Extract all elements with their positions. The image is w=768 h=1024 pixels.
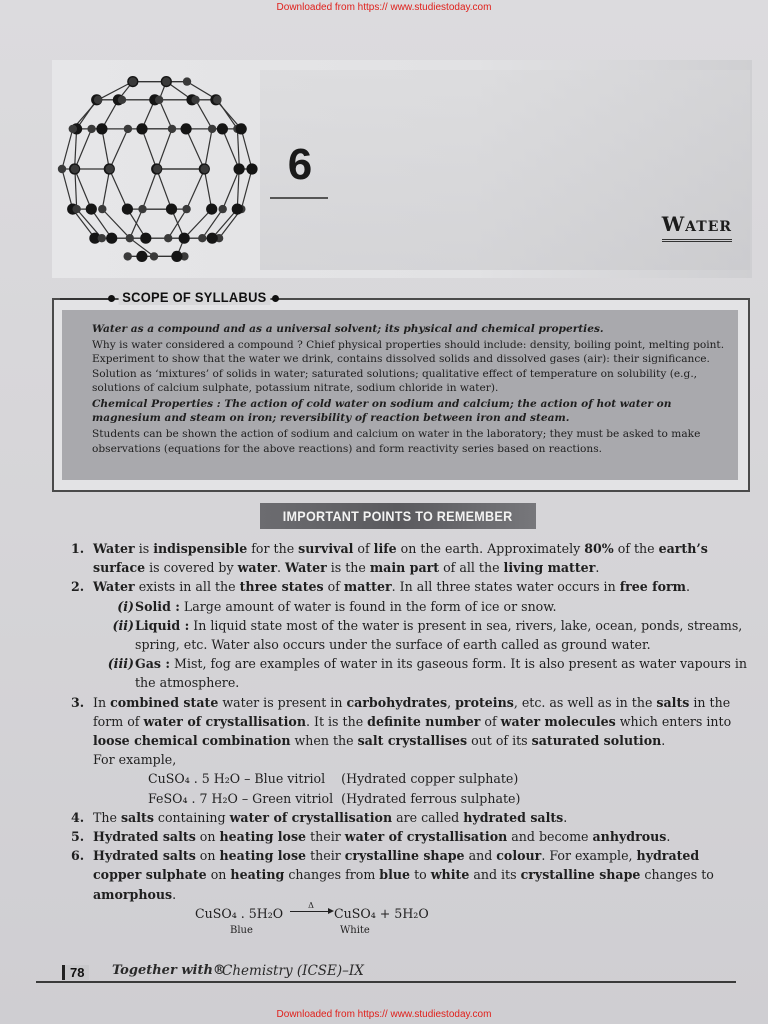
text-bold: 80% xyxy=(584,541,614,556)
page-footer xyxy=(36,962,748,984)
molecule-atom xyxy=(86,204,97,215)
molecule-atom xyxy=(124,125,132,133)
text: and its xyxy=(469,867,521,883)
important-points-title: IMPORTANT POINTS TO REMEMBER xyxy=(283,508,513,524)
molecule-bond xyxy=(187,169,205,209)
text-bold: heating lose xyxy=(219,829,307,845)
molecule-bond xyxy=(241,169,252,209)
equation-products: CuSO₄ + 5H₂O xyxy=(334,905,429,921)
text: exists in all the xyxy=(134,579,240,595)
sub-point-number: (iii) xyxy=(107,656,134,672)
chapter-number: 6 xyxy=(287,140,313,189)
text-bold: life xyxy=(373,541,397,556)
molecule-atom xyxy=(87,125,95,133)
example-line xyxy=(68,789,748,808)
chemical-equation xyxy=(68,900,748,942)
text: Mist, fog are examples of water in its gaseous form. It is also present as water vapours in the atmosphere. xyxy=(135,656,747,691)
text-bold: water of crystallisation xyxy=(143,713,306,729)
molecule-atom xyxy=(234,163,245,174)
chemical-formula: FeSO₄ . 7 H₂O – Green vitriol xyxy=(148,790,334,806)
text-bold: heating xyxy=(230,867,285,883)
molecule-bond xyxy=(102,169,109,209)
text: . xyxy=(685,579,690,595)
molecule-atom xyxy=(136,251,147,262)
molecule-bond xyxy=(237,169,239,209)
sub-point-number: (i) xyxy=(117,598,134,614)
molecule-bond xyxy=(75,129,92,169)
text-bold: Gas : xyxy=(135,656,171,672)
page-number: 78 xyxy=(62,965,89,980)
text: their xyxy=(306,829,345,845)
syllabus-paragraph: Students can be shown the action of sodium and calcium on water in the laboratory; they must be asked to make observations (equations for the above reactions) and form reactivity series based on reactions. xyxy=(92,428,701,455)
molecule-atom xyxy=(94,96,102,104)
reactant-colour-caption: Blue xyxy=(230,924,253,936)
text: Large amount of water is found in the form of ice or snow. xyxy=(179,598,557,614)
text: on xyxy=(195,829,220,845)
text-bold: survival xyxy=(298,541,354,556)
molecule-atom xyxy=(198,234,206,242)
text: which enters into xyxy=(615,713,732,729)
molecule-bond xyxy=(186,129,204,169)
text: is xyxy=(134,541,154,556)
text-bold: loose chemical combination xyxy=(93,733,291,749)
text-bold: water of crystallisation xyxy=(344,829,508,845)
molecule-bond xyxy=(241,129,252,169)
molecule-atom xyxy=(136,123,147,134)
heat-symbol: Δ xyxy=(308,900,314,910)
text: is the xyxy=(326,560,370,576)
text-bold: three states xyxy=(239,579,324,595)
point-number: 6. xyxy=(71,848,85,864)
syllabus-text xyxy=(92,322,742,458)
text-bold: Liquid : xyxy=(135,617,190,633)
text-bold: water xyxy=(237,560,278,576)
text: The xyxy=(93,809,121,825)
book-subject: Chemistry (ICSE)–IX xyxy=(222,963,364,979)
chemical-formula: CuSO₄ . 5 H₂O – Blue vitriol xyxy=(148,771,326,787)
point-number: 5. xyxy=(71,829,85,845)
molecule-atom xyxy=(168,125,176,133)
text: changes from xyxy=(284,867,380,883)
text-bold: Hydrated salts xyxy=(93,829,196,845)
text-bold: living matter xyxy=(503,560,596,576)
molecule-bond xyxy=(143,169,158,209)
text-bold: salts xyxy=(120,809,154,825)
text: are called xyxy=(392,809,464,825)
text: for the xyxy=(247,541,299,556)
point-number: 4. xyxy=(71,809,85,825)
text-bold: salt crystallises xyxy=(357,733,468,749)
formula-description: (Hydrated copper sulphate) xyxy=(341,771,519,787)
molecule-atom xyxy=(208,125,216,133)
syllabus-chemical-properties: Chemical Properties : The action of cold water on sodium and calcium; the action of hot water on magnesium and steam on iron; reversibility of reaction between iron and steam. xyxy=(92,398,672,425)
point-item xyxy=(68,808,748,827)
product-colour-caption: White xyxy=(340,924,370,936)
text-bold: water molecules xyxy=(500,713,616,729)
molecule-bond xyxy=(102,129,109,169)
molecule-atom xyxy=(69,125,77,133)
text-bold: Hydrated salts xyxy=(93,848,196,864)
text: their xyxy=(306,848,345,864)
point-number: 3. xyxy=(71,694,85,710)
text-bold: Water xyxy=(93,579,135,595)
text: of xyxy=(353,541,374,556)
molecule-atom xyxy=(58,165,66,173)
text-bold: matter xyxy=(343,579,392,595)
text: changes to xyxy=(640,867,714,883)
text-bold: earth’s surface xyxy=(93,541,708,576)
publisher-brand: Together with® xyxy=(112,963,226,978)
text-bold: indispensible xyxy=(153,541,248,556)
text: of all the xyxy=(439,560,504,576)
text: of the xyxy=(613,541,659,556)
molecule-bond xyxy=(130,209,143,238)
text: In liquid state most of the water is present in sea, rivers, lake, ocean, ponds, streams, spring, etc. Water also occurs under the surface of earth called as ground water. xyxy=(135,617,743,653)
text: on the earth. Approximately xyxy=(396,541,585,556)
text-bold: combined state xyxy=(110,694,219,710)
molecule-atom xyxy=(162,77,170,85)
text-bold: free form xyxy=(619,579,686,595)
text: on xyxy=(206,867,231,883)
text: and xyxy=(464,848,497,864)
syllabus-label-text: SCOPE OF SYLLABUS xyxy=(119,289,271,305)
molecule-atom xyxy=(153,165,161,173)
molecule-atom xyxy=(150,252,158,260)
molecule-atom xyxy=(118,96,126,104)
text: . xyxy=(277,560,286,576)
molecule-atom xyxy=(126,234,134,242)
molecule-atom xyxy=(217,123,228,134)
text: is covered by xyxy=(145,560,238,576)
molecule-bond xyxy=(62,129,73,169)
point-item xyxy=(68,539,748,577)
text: . xyxy=(661,733,666,749)
molecule-atom xyxy=(201,165,209,173)
bullet-dot-icon xyxy=(272,295,279,302)
text-bold: Water xyxy=(285,560,327,576)
text: . It is the xyxy=(305,713,368,729)
molecule-atom xyxy=(191,96,199,104)
point-item xyxy=(68,577,748,596)
molecule-bond xyxy=(222,129,239,169)
text-bold: Solid : xyxy=(135,598,180,614)
chapter-title: Water xyxy=(662,212,732,242)
text-bold: hydrated salts xyxy=(463,809,564,825)
molecule-atom xyxy=(213,96,221,104)
molecule-bond xyxy=(212,209,237,238)
molecule-bond xyxy=(109,169,127,209)
example-line xyxy=(68,769,748,788)
molecule-bond xyxy=(75,129,77,169)
syllabus-paragraph: Why is water considered a compound ? Chief physical properties should include: density, boiling point, melting point. Experiment to show that the water we drink, contains dissolved solids and dissolved gases (air): their significance. Solution as ‘mixtures’ of solids in water; saturated solutions; qualitative effect of temperature on solubility (e.g., solutions of calcium sulphate, potassium nitrate, sodium chloride in water). xyxy=(92,339,725,394)
text-bold: white xyxy=(430,867,470,883)
molecule-bond xyxy=(157,169,172,209)
chapter-number-rule xyxy=(270,197,328,199)
text: . xyxy=(563,809,568,825)
molecule-atom xyxy=(166,204,177,215)
text-bold: blue xyxy=(379,867,411,883)
molecule-atom xyxy=(98,234,106,242)
text-bold: water of crystallisation xyxy=(229,809,393,825)
molecule-bond xyxy=(237,129,239,169)
molecule-atom xyxy=(106,165,114,173)
text: . xyxy=(666,829,671,845)
text-bold: carbohydrates xyxy=(346,694,448,710)
formula-description: (Hydrated ferrous sulphate) xyxy=(341,790,521,806)
sub-point-item xyxy=(68,654,748,692)
molecule-bond xyxy=(157,129,172,169)
equation-reactant: CuSO₄ . 5H₂O xyxy=(195,905,284,921)
reaction-arrow-icon xyxy=(290,902,332,912)
molecule-atom xyxy=(246,163,257,174)
molecule-atom xyxy=(182,205,190,213)
molecule-bond xyxy=(75,169,77,209)
text: containing xyxy=(153,809,230,825)
molecule-atom xyxy=(73,205,81,213)
text: and become xyxy=(507,829,593,845)
molecule-atom xyxy=(96,123,107,134)
text-bold: amorphous xyxy=(93,886,173,902)
text-bold: heating lose xyxy=(219,848,307,864)
text: on xyxy=(195,848,220,864)
point-item xyxy=(68,846,748,904)
text-bold: salts xyxy=(656,694,690,710)
molecule-atom xyxy=(164,234,172,242)
text: of xyxy=(323,579,344,595)
point-item xyxy=(68,827,748,846)
text: , etc. as well as in the xyxy=(513,694,657,710)
molecule-atom xyxy=(219,205,227,213)
text: water is present in xyxy=(218,694,347,710)
molecule-bond xyxy=(110,129,128,169)
point-number: 1. xyxy=(71,541,85,556)
text: in the form of xyxy=(93,694,731,729)
molecule-atom xyxy=(138,205,146,213)
molecule-atom xyxy=(122,204,133,215)
molecule-bond xyxy=(196,100,213,129)
text: of xyxy=(480,713,501,729)
molecule-atom xyxy=(140,233,151,244)
text: . xyxy=(172,886,177,902)
text-bold: crystalline shape xyxy=(344,848,465,864)
molecule-bond xyxy=(159,100,172,129)
point-number: 2. xyxy=(71,579,85,595)
molecule-atom xyxy=(129,77,137,85)
text-bold: saturated solution xyxy=(531,733,662,749)
molecule-atom xyxy=(206,204,217,215)
syllabus-label xyxy=(60,284,280,310)
molecule-bond xyxy=(62,169,73,209)
important-points-list xyxy=(68,539,748,942)
molecule-atom xyxy=(124,252,132,260)
molecule-bond xyxy=(142,129,157,169)
sub-point-item xyxy=(68,616,748,654)
text: to xyxy=(410,867,431,883)
sub-point-item xyxy=(68,597,748,616)
molecule-atom xyxy=(171,251,182,262)
text: In xyxy=(93,694,111,710)
text-bold: hydrated copper sulphate xyxy=(93,848,700,883)
sub-point-number: (ii) xyxy=(112,617,134,633)
molecule-atom xyxy=(71,165,79,173)
molecule-atom xyxy=(98,205,106,213)
molecule-atom xyxy=(155,96,163,104)
syllabus-heading: Water as a compound and as a universal solvent; its physical and chemical properties. xyxy=(92,323,604,335)
molecule-atom xyxy=(207,233,218,244)
molecule-bond xyxy=(204,169,211,209)
fullerene-molecule-illustration xyxy=(52,62,262,277)
molecule-atom xyxy=(183,77,191,85)
molecule-atom xyxy=(236,123,247,134)
molecule-bond xyxy=(223,169,240,209)
important-points-banner xyxy=(260,503,536,529)
molecule-atom xyxy=(106,233,117,244)
text-bold: main part xyxy=(369,560,440,576)
download-notice-top[interactable]: Downloaded from https:// www.studiestoday.com xyxy=(276,2,492,13)
text-bold: colour xyxy=(496,848,542,864)
text: . xyxy=(595,560,600,576)
text-bold: anhydrous xyxy=(592,829,667,845)
bullet-dot-icon xyxy=(108,295,115,302)
text: out of its xyxy=(467,733,532,749)
text-bold: proteins xyxy=(455,694,514,710)
molecule-bond xyxy=(205,129,212,169)
text-bold: crystalline shape xyxy=(520,867,641,883)
point-item xyxy=(68,693,748,770)
text: , xyxy=(447,694,456,710)
example-label: For example, xyxy=(93,752,177,768)
text: . For example, xyxy=(541,848,637,864)
molecule-atom xyxy=(179,233,190,244)
molecule-bond xyxy=(75,169,92,209)
molecule-atom xyxy=(232,204,243,215)
text: . In all three states water occurs in xyxy=(391,579,620,595)
download-notice-bottom[interactable]: Downloaded from https:// www.studiestoday.com xyxy=(276,1009,492,1020)
syllabus-label-rule xyxy=(60,298,112,300)
text-bold: definite number xyxy=(367,713,481,729)
molecule-atom xyxy=(181,123,192,134)
text-bold: Water xyxy=(93,541,135,556)
molecule-bond xyxy=(184,209,212,238)
footer-rule xyxy=(36,981,736,983)
text: when the xyxy=(290,733,358,749)
